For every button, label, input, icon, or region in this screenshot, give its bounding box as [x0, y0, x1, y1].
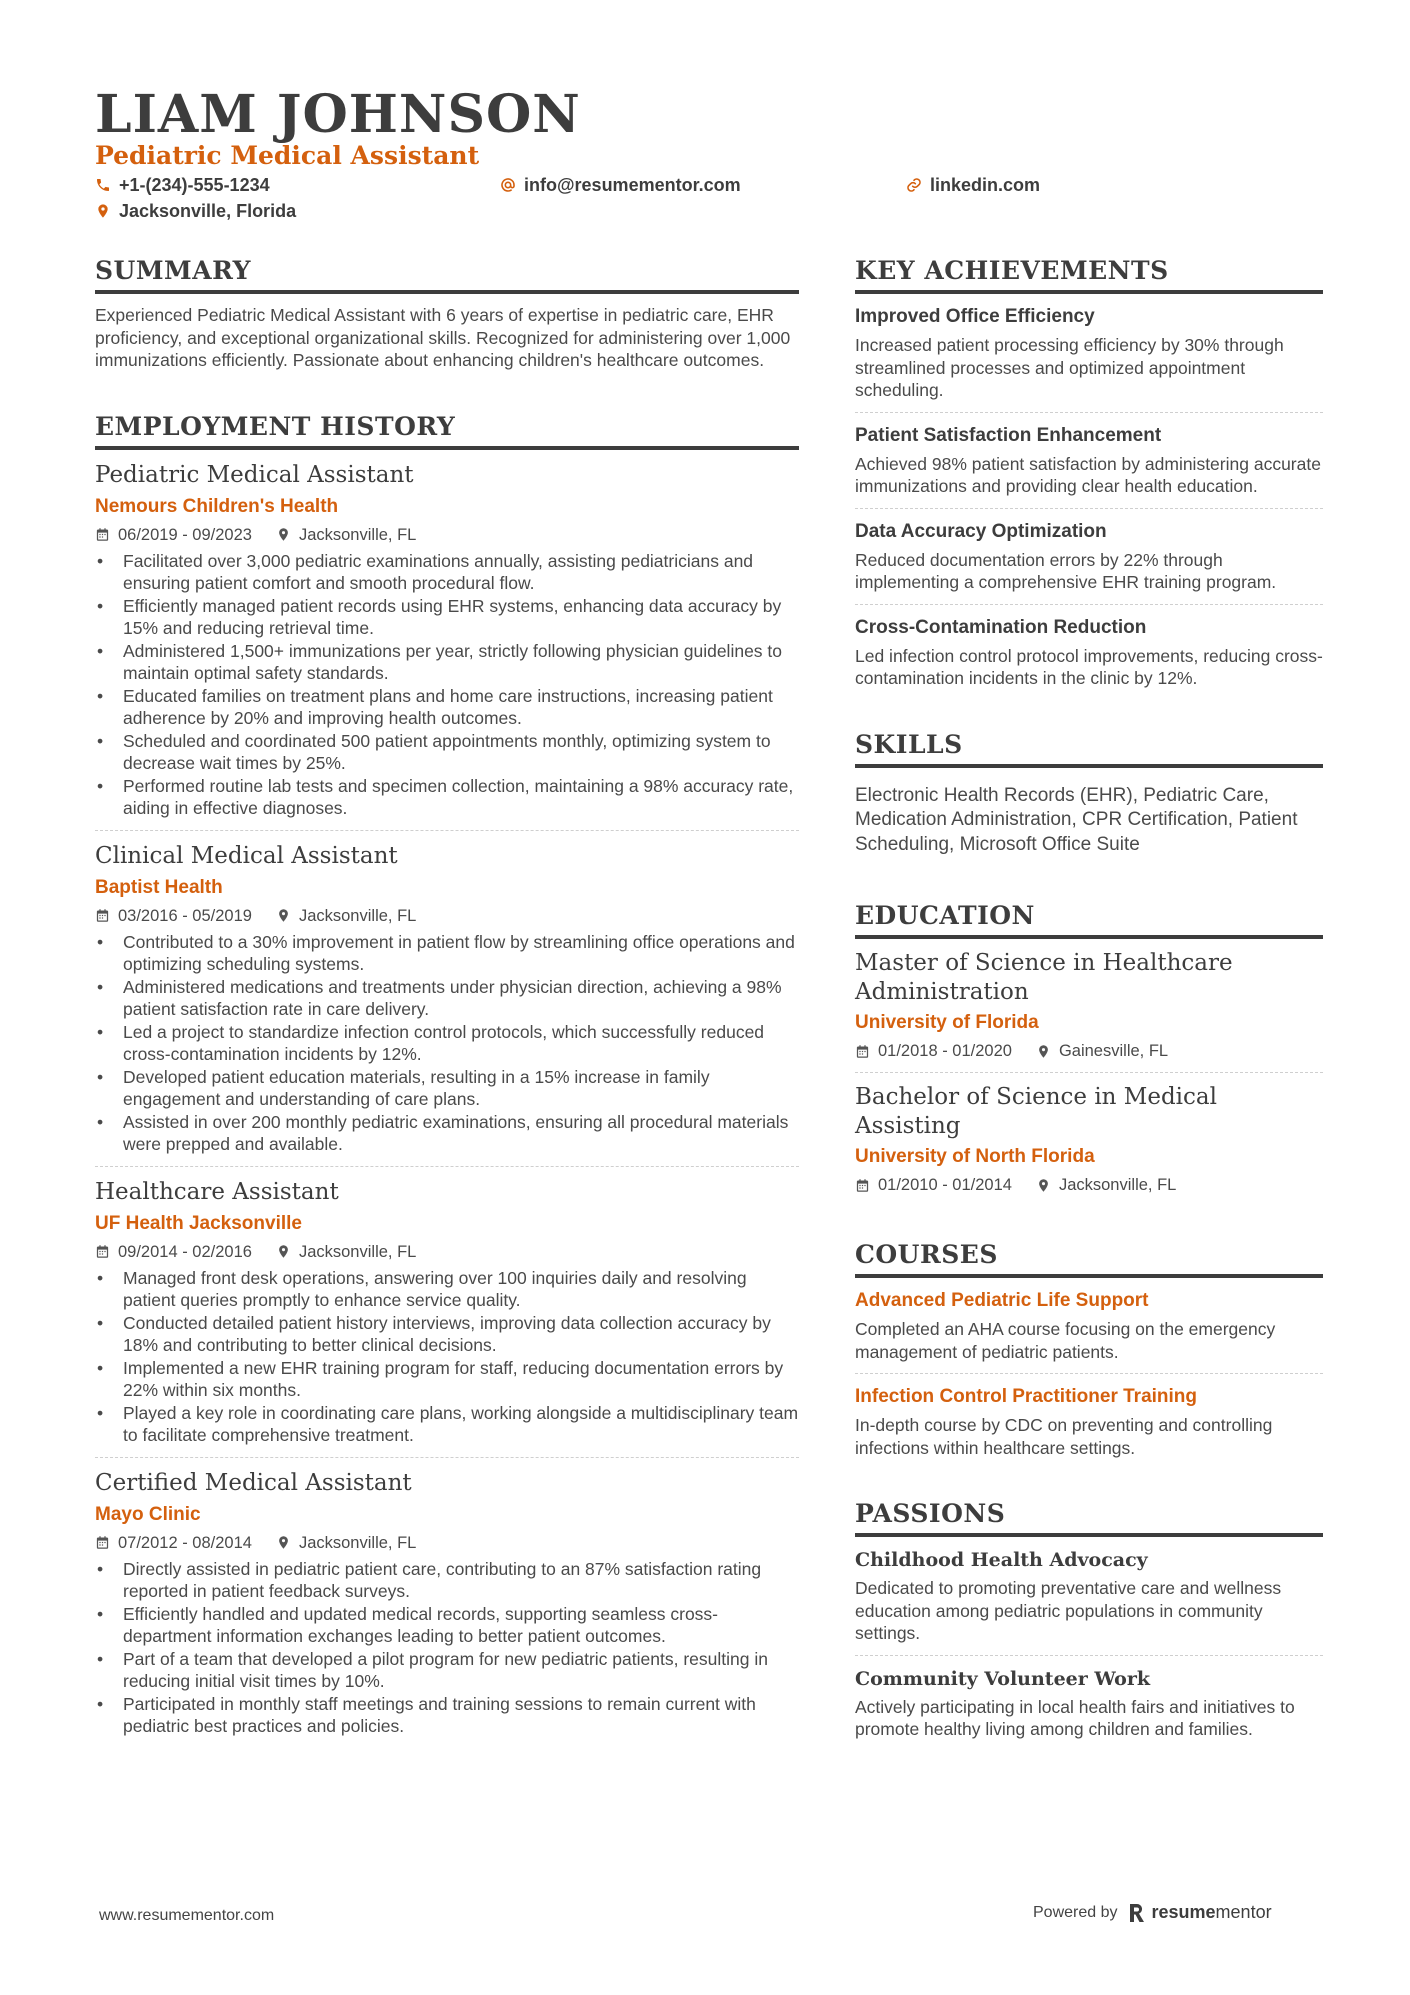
achievement-title: Cross-Contamination Reduction — [855, 616, 1147, 638]
education-item — [855, 949, 1323, 1062]
job-dates — [95, 1532, 252, 1554]
list-item: • Educated families on treatment plans and home care instructions, increasing patient adherence by 20% and improving health outcomes. — [95, 685, 799, 730]
skills-section — [855, 728, 1323, 858]
job-entry — [95, 1468, 799, 1738]
job-title: Pediatric Medical Assistant — [95, 461, 414, 488]
job-entry — [95, 460, 799, 820]
divider — [95, 830, 799, 831]
job-bullets — [95, 931, 799, 1156]
list-item: • Performed routine lab tests and specimen collection, maintaining a 98% accuracy rate, aiding in effective diagnoses. — [95, 775, 799, 820]
achievement-title: Patient Satisfaction Enhancement — [855, 424, 1162, 446]
list-item: • Scheduled and coordinated 500 patient appointments monthly, optimizing system to decrease wait times by 25%. — [95, 730, 799, 775]
education-location — [1036, 1040, 1168, 1062]
job-bullets — [95, 1267, 799, 1447]
at-sign-icon — [500, 177, 516, 193]
candidate-role: Pediatric Medical Assistant — [95, 141, 480, 170]
job-meta — [95, 905, 799, 927]
email-address: info@resumementor.com — [524, 175, 741, 195]
divider — [855, 508, 1323, 509]
passion-item — [855, 1547, 1323, 1645]
job-bullets — [95, 550, 799, 820]
job-location-text: Jacksonville, FL — [298, 525, 417, 544]
passion-desc: Actively participating in local health fairs and initiatives to promote healthy living among children and families. — [855, 1696, 1295, 1739]
achievements-section — [855, 254, 1323, 690]
map-pin-icon — [276, 1244, 291, 1259]
list-item: • Led a project to standardize infection control protocols, which successfully reduced cross-contamination incidents by 12%. — [95, 1021, 799, 1066]
course-item — [855, 1384, 1323, 1459]
job-title: Healthcare Assistant — [95, 1178, 339, 1205]
list-item: • Facilitated over 3,000 pediatric examinations annually, assisting pediatricians and ensuring patient comfort and smooth procedural flow. — [95, 550, 799, 595]
linkedin-contact[interactable] — [906, 173, 1040, 197]
list-item: • Contributed to a 30% improvement in patient flow by streamlining office operations and optimizing scheduling systems. — [95, 931, 799, 976]
job-dates — [95, 1241, 252, 1263]
achievement-item — [855, 304, 1323, 402]
divider — [855, 1655, 1323, 1656]
passions-heading: PASSIONS — [855, 1497, 1323, 1537]
powered-by-label: Powered by — [1033, 1903, 1118, 1921]
calendar-icon — [95, 1535, 110, 1550]
skills-heading: SKILLS — [855, 728, 1323, 768]
courses-section — [855, 1238, 1323, 1459]
achievement-desc: Achieved 98% patient satisfaction by administering accurate immunizations and providing clear health education. — [855, 453, 1321, 496]
phone-number: +1-(234)-555-1234 — [119, 175, 270, 195]
education-heading: EDUCATION — [855, 899, 1323, 939]
divider — [95, 1457, 799, 1458]
course-title: Advanced Pediatric Life Support — [855, 1290, 1149, 1311]
list-item: • Directly assisted in pediatric patient care, contributing to an 87% satisfaction rating reported in patient feedback surveys. — [95, 1558, 799, 1603]
linkedin-link: linkedin.com — [930, 175, 1041, 195]
passion-title: Childhood Health Advocacy — [855, 1549, 1148, 1571]
list-item: • Part of a team that developed a pilot program for new pediatric patients, resulting in reducing initial visit times by 10%. — [95, 1648, 799, 1693]
calendar-icon — [95, 527, 110, 542]
education-location — [1036, 1174, 1176, 1196]
achievement-desc: Reduced documentation errors by 22% through implementing a comprehensive EHR training program. — [855, 549, 1277, 592]
education-section — [855, 899, 1323, 1196]
achievement-item — [855, 519, 1323, 594]
brand-logo[interactable] — [1128, 1902, 1272, 1923]
course-item — [855, 1288, 1323, 1363]
divider — [855, 1373, 1323, 1374]
company-name: Mayo Clinic — [95, 1503, 201, 1525]
phone-contact[interactable] — [95, 173, 270, 197]
list-item: • Implemented a new EHR training program for staff, reducing documentation errors by 22% within six months. — [95, 1357, 799, 1402]
school-name: University of Florida — [855, 1012, 1039, 1033]
degree-title: Bachelor of Science in Medical Assisting — [855, 1084, 1217, 1139]
passions-section — [855, 1497, 1323, 1741]
achievement-item — [855, 615, 1323, 690]
passion-title: Community Volunteer Work — [855, 1667, 1151, 1690]
degree-title: Master of Science in Healthcare Administration — [855, 950, 1233, 1005]
achievement-desc: Increased patient processing efficiency by 30% through streamlined processes and optimized appointment scheduling. — [855, 335, 1284, 400]
achievement-title: Data Accuracy Optimization — [855, 520, 1107, 542]
job-dates-text: 07/2012 - 08/2014 — [118, 1533, 252, 1552]
map-pin-icon — [1036, 1044, 1051, 1059]
brand-text-a: resume — [1151, 1902, 1216, 1922]
education-dates-text: 01/2018 - 01/2020 — [878, 1042, 1012, 1060]
employment-section — [95, 410, 799, 1738]
company-name: UF Health Jacksonville — [95, 1212, 302, 1234]
candidate-name: LIAM JOHNSON — [95, 84, 581, 145]
summary-section — [95, 254, 799, 372]
job-location — [276, 524, 416, 546]
job-dates — [95, 524, 252, 546]
list-item: • Assisted in over 200 monthly pediatric examinations, ensuring all procedural materials were prepped and available. — [95, 1111, 799, 1156]
list-item: • Played a key role in coordinating care plans, working alongside a multidisciplinary team to facilitate comprehensive treatment. — [95, 1402, 799, 1447]
course-title: Infection Control Practitioner Training — [855, 1386, 1198, 1407]
passion-item — [855, 1666, 1323, 1741]
job-location-text: Jacksonville, FL — [298, 906, 417, 925]
course-desc: In-depth course by CDC on preventing and controlling infections within healthcare settings. — [855, 1415, 1273, 1458]
job-bullets — [95, 1558, 799, 1738]
job-location-text: Jacksonville, FL — [298, 1242, 417, 1261]
achievement-title: Improved Office Efficiency — [855, 306, 1095, 327]
education-location-text: Gainesville, FL — [1058, 1042, 1169, 1060]
divider — [855, 412, 1323, 413]
education-item — [855, 1083, 1323, 1196]
divider — [855, 1072, 1323, 1073]
job-entry — [95, 841, 799, 1156]
divider — [855, 604, 1323, 605]
achievements-heading: KEY ACHIEVEMENTS — [855, 254, 1323, 294]
job-meta — [95, 524, 799, 546]
achievement-item — [855, 423, 1323, 498]
calendar-icon — [95, 908, 110, 923]
course-desc: Completed an AHA course focusing on the emergency management of pediatric patients. — [855, 1319, 1276, 1362]
company-name: Nemours Children's Health — [95, 495, 339, 517]
list-item: • Developed patient education materials, resulting in a 15% increase in family engagement and understanding of care plans. — [95, 1066, 799, 1111]
map-pin-icon — [276, 908, 291, 923]
job-meta — [95, 1532, 799, 1554]
resumementor-logo-icon — [1128, 1903, 1146, 1923]
job-location — [276, 905, 416, 927]
courses-heading: COURSES — [855, 1238, 1323, 1278]
location-text: Jacksonville, Florida — [119, 201, 297, 221]
education-meta — [855, 1174, 1323, 1196]
email-contact[interactable] — [500, 173, 741, 197]
job-location — [276, 1241, 416, 1263]
footer-website[interactable]: www.resumementor.com — [99, 1907, 275, 1924]
education-location-text: Jacksonville, FL — [1058, 1176, 1177, 1194]
map-pin-icon — [276, 1535, 291, 1550]
calendar-icon — [95, 1244, 110, 1259]
company-name: Baptist Health — [95, 876, 223, 898]
skills-text: Electronic Health Records (EHR), Pediatric Care, Medication Administration, CPR Certification, Patient Scheduling, Microsoft Office Suite — [855, 784, 1298, 855]
job-dates — [95, 905, 252, 927]
phone-icon — [95, 177, 111, 193]
right-column — [855, 254, 1323, 1741]
job-dates-text: 09/2014 - 02/2016 — [118, 1242, 252, 1261]
left-column — [95, 254, 799, 1738]
education-dates — [855, 1040, 1012, 1062]
calendar-icon — [855, 1178, 870, 1193]
education-dates-text: 01/2010 - 01/2014 — [878, 1176, 1012, 1194]
list-item: • Managed front desk operations, answering over 100 inquiries daily and resolving patient queries promptly to enhance service quality. — [95, 1267, 799, 1312]
map-pin-icon — [95, 203, 111, 219]
summary-text: Experienced Pediatric Medical Assistant with 6 years of expertise in pediatric care, EHR proficiency, and exceptional organizational skills. Recognized for administering over 1,000 immunizations efficiently. Passionate about enhancing children's healthcare outcomes. — [95, 305, 791, 370]
job-title: Clinical Medical Assistant — [95, 842, 398, 869]
list-item: • Administered 1,500+ immunizations per year, strictly following physician guidelines to maintain optimal safety standards. — [95, 640, 799, 685]
link-icon — [906, 177, 922, 193]
map-pin-icon — [276, 527, 291, 542]
education-meta — [855, 1040, 1323, 1062]
school-name: University of North Florida — [855, 1146, 1095, 1167]
divider — [95, 1166, 799, 1167]
job-entry — [95, 1177, 799, 1447]
job-dates-text: 06/2019 - 09/2023 — [118, 525, 252, 544]
summary-heading: SUMMARY — [95, 254, 799, 294]
job-meta — [95, 1241, 799, 1263]
job-location-text: Jacksonville, FL — [298, 1533, 417, 1552]
education-dates — [855, 1174, 1012, 1196]
job-title: Certified Medical Assistant — [95, 1469, 412, 1496]
employment-heading: EMPLOYMENT HISTORY — [95, 410, 799, 450]
achievement-desc: Led infection control protocol improvements, reducing cross-contamination incidents in the clinic by 12%. — [855, 645, 1323, 688]
list-item: • Conducted detailed patient history interviews, improving data collection accuracy by 18% and contributing to better clinical decisions. — [95, 1312, 799, 1357]
list-item: • Efficiently handled and updated medical records, supporting seamless cross-department information exchanges leading to better patient outcomes. — [95, 1603, 799, 1648]
footer-branding — [1033, 1902, 1272, 1923]
list-item: • Efficiently managed patient records using EHR systems, enhancing data accuracy by 15% and reducing retrieval time. — [95, 595, 799, 640]
brand-text-b: mentor — [1215, 1902, 1272, 1922]
map-pin-icon — [1036, 1178, 1051, 1193]
list-item: • Administered medications and treatments under physician direction, achieving a 98% patient satisfaction rate in care delivery. — [95, 976, 799, 1021]
job-location — [276, 1532, 416, 1554]
passion-desc: Dedicated to promoting preventative care and wellness education among pediatric populations in community settings. — [855, 1578, 1282, 1643]
calendar-icon — [855, 1044, 870, 1059]
location-contact — [95, 199, 296, 223]
job-dates-text: 03/2016 - 05/2019 — [118, 906, 252, 925]
list-item: • Participated in monthly staff meetings and training sessions to remain current with pediatric best practices and policies. — [95, 1693, 799, 1738]
